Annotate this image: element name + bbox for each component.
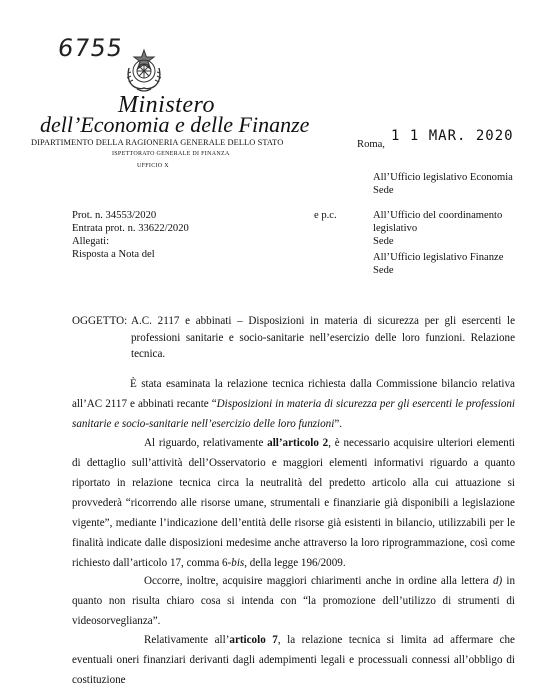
reply-to-label: Risposta a Nota del xyxy=(72,249,155,260)
paragraph-italic: bis xyxy=(231,557,245,569)
subject xyxy=(72,313,515,363)
recipient-office: All’Ufficio legislativo Finanze xyxy=(373,252,504,263)
paragraph-2 xyxy=(72,433,515,573)
recipient-3 xyxy=(373,251,503,277)
recipient-1 xyxy=(373,171,513,197)
paragraph-3 xyxy=(72,571,515,631)
paragraph-text: ”. xyxy=(334,418,343,430)
subject-text: A.C. 2117 e abbinati – Disposizioni in materia di sicurezza per gli esercenti le professioni sanitarie e socio-sanitarie nell’esercizio delle loro funzioni. Relazione tecnica. xyxy=(131,315,515,360)
paragraph-bold: all’articolo 2 xyxy=(267,437,329,449)
protocol-block xyxy=(72,209,189,261)
recipient-location: Sede xyxy=(373,236,394,247)
subject-label: OGGETTO: xyxy=(72,315,128,327)
department-name: DIPARTIMENTO DELLA RAGIONERIA GENERALE DELLO STATO xyxy=(31,138,284,147)
cc-label: e p.c. xyxy=(314,210,337,221)
paragraph-text: , è necessario acquisire ulteriori elementi di dettaglio sull’attività dell’Osservatorio e maggiori elementi informativi riguardo a quanto riportato in relazione tecnica circa la neutralità del predetto articolo alla cui attuazione si provvederà “ricorrendo alle risorse umane, strumentali e finanziarie già disponibili a legislazione vigente”, mediante l’indicazione dell’entità delle risorse già esistenti in bilancio, utilizzabili per le finalità indicate dalle disposizioni medesime anche attraverso la loro riprogrammazione, così come richiesto dall’articolo 17, comma 6- xyxy=(72,437,515,569)
handwritten-protocol-number: 6755 xyxy=(56,34,126,62)
recipient-2 xyxy=(373,209,523,248)
paragraph-italic: Disposizioni in materia di sicurezza per gli esercenti le professioni sanitarie e socio-sanitarie nell’esercizio delle loro funzioni xyxy=(72,398,515,430)
incoming-protocol: Entrata prot. n. 33622/2020 xyxy=(72,223,189,234)
paragraph-text: , della legge 196/2009. xyxy=(244,557,346,569)
paragraph-text: Relativamente all’ xyxy=(144,634,230,646)
emblem-icon xyxy=(123,46,165,94)
paragraph-text: Occorre, inoltre, acquisire maggiori chiarimenti anche in ordine alla lettera xyxy=(144,575,493,587)
place-label: Roma, xyxy=(357,139,385,150)
paragraph-bold: articolo 7 xyxy=(229,634,278,646)
paragraph-italic: d) xyxy=(492,575,503,587)
paragraph-4 xyxy=(72,630,515,690)
paragraph-text: in quanto non risulta chiaro cosa si intenda con “la promozione dell’utilizzo di strumenti di videosorveglianza”. xyxy=(72,575,515,627)
recipient-location: Sede xyxy=(373,265,394,276)
paragraph-text: Al riguardo, relativamente xyxy=(144,437,268,449)
ministry-title: Ministero xyxy=(118,92,215,118)
date-stamp: 1 1 MAR. 2020 xyxy=(391,128,514,144)
ministry-subtitle: dell’Economia e delle Finanze xyxy=(40,112,310,137)
recipient-office: All’Ufficio del coordinamento legislativo xyxy=(373,210,503,234)
attachments-label: Allegati: xyxy=(72,236,110,247)
office-name: UFFICIO X xyxy=(137,163,169,169)
recipient-office: All’Ufficio legislativo Economia xyxy=(373,172,513,183)
paragraph-text: È stata esaminata la relazione tecnica richiesta dalla Commissione bilancio relativa all’AC 2117 e abbinati recante “ xyxy=(72,378,515,410)
inspectorate-name: ISPETTORATO GENERALE DI FINANZA xyxy=(112,151,230,157)
paragraph-1 xyxy=(72,374,515,434)
protocol-number: Prot. n. 34553/2020 xyxy=(72,210,157,221)
recipient-location: Sede xyxy=(373,185,394,196)
paragraph-text: , la relazione tecnica si limita ad affermare che eventuali oneri finanziari derivanti dagli adempimenti legali e processuali connessi all’obbligo di costituzione xyxy=(72,634,515,686)
